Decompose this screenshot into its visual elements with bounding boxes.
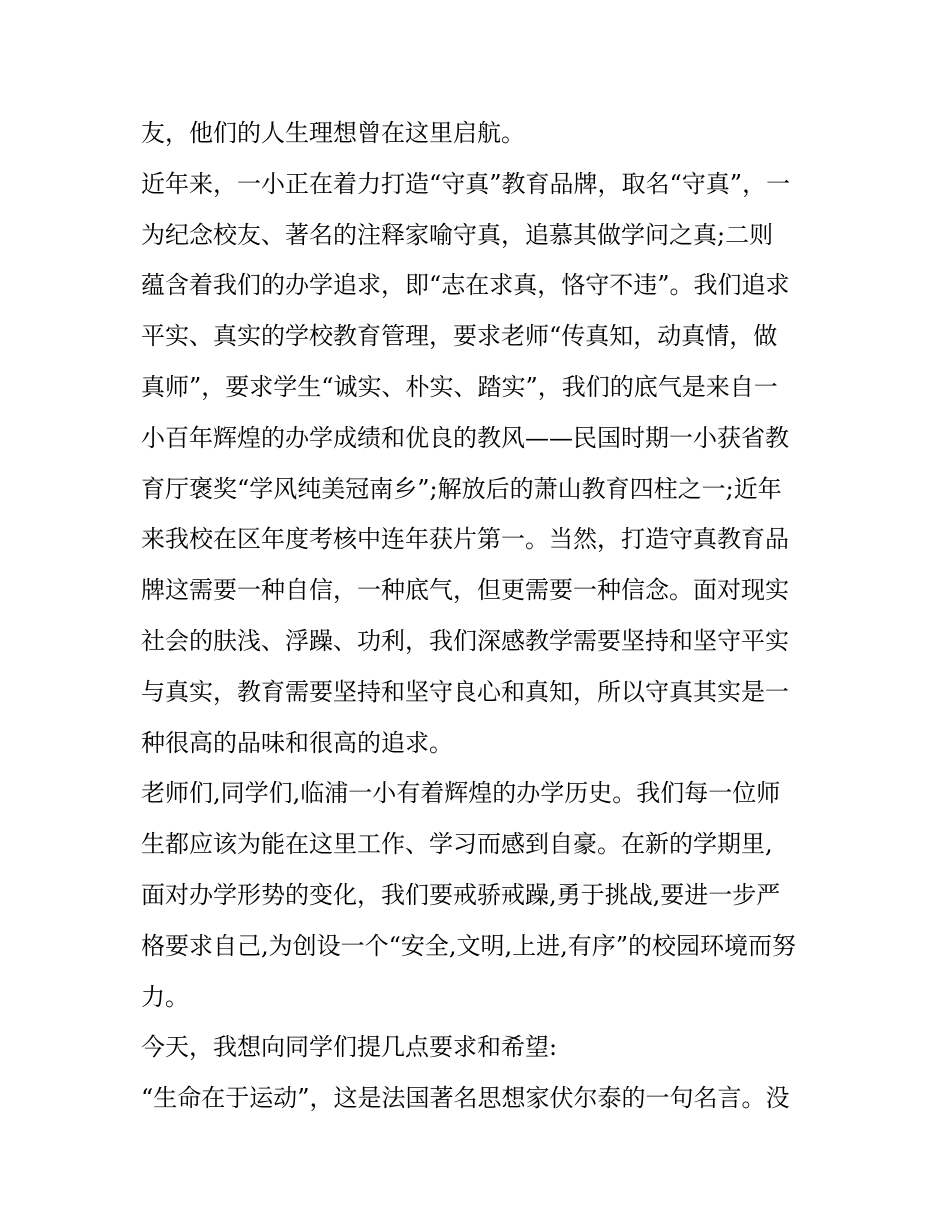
text-line: 牌这需要一种自信，一种底气，但更需要一种信念。面对现实 bbox=[141, 576, 789, 605]
text-line: 力。 bbox=[141, 982, 189, 1011]
text-line: 与真实，教育需要坚持和坚守良心和真知，所以守真其实是一 bbox=[141, 677, 789, 706]
text-line: 老师们,同学们,临浦一小有着辉煌的办学历史。我们每一位师 bbox=[141, 779, 781, 808]
text-line: “生命在于运动”，这是法国著名思想家伏尔泰的一句名言。没 bbox=[141, 1084, 790, 1113]
text-line: 今天，我想向同学们提几点要求和希望: bbox=[141, 1033, 558, 1062]
text-line: 友，他们的人生理想曾在这里启航。 bbox=[141, 119, 525, 147]
text-line: 格要求自己,为创设一个“安全,文明,上进,有序”的校园环境而努 bbox=[141, 931, 797, 960]
text-line: 来我校在区年度考核中连年获片第一。当然，打造守真教育品 bbox=[141, 525, 789, 554]
text-line: 平实、真实的学校教育管理，要求老师“传真知，动真情，做 bbox=[141, 322, 778, 351]
text-line: 为纪念校友、著名的注释家喻守真，追慕其做学问之真;二则 bbox=[141, 220, 774, 249]
text-line: 社会的肤浅、浮躁、功利，我们深感教学需要坚持和坚守平实 bbox=[141, 626, 789, 655]
text-line: 小百年辉煌的办学成绩和优良的教风——民国时期一小获省教 bbox=[141, 423, 789, 452]
text-line: 生都应该为能在这里工作、学习而感到自豪。在新的学期里, bbox=[141, 830, 773, 859]
text-line: 育厅褒奖“学风纯美冠南乡”;解放后的萧山教育四柱之一;近年 bbox=[141, 474, 782, 503]
text-line: 种很高的品味和很高的追求。 bbox=[141, 728, 453, 757]
text-line: 真师”，要求学生“诚实、朴实、踏实”，我们的底气是来自一 bbox=[141, 372, 778, 401]
text-line: 近年来，一小正在着力打造“守真”教育品牌，取名“守真”，一 bbox=[141, 169, 791, 198]
text-line: 面对办学形势的变化，我们要戒骄戒躁,勇于挑战,要进一步严 bbox=[141, 880, 781, 909]
text-line: 蕴含着我们的办学追求，即“志在求真，恪守不违”。我们追求 bbox=[141, 271, 790, 300]
body-text bbox=[141, 108, 821, 1124]
